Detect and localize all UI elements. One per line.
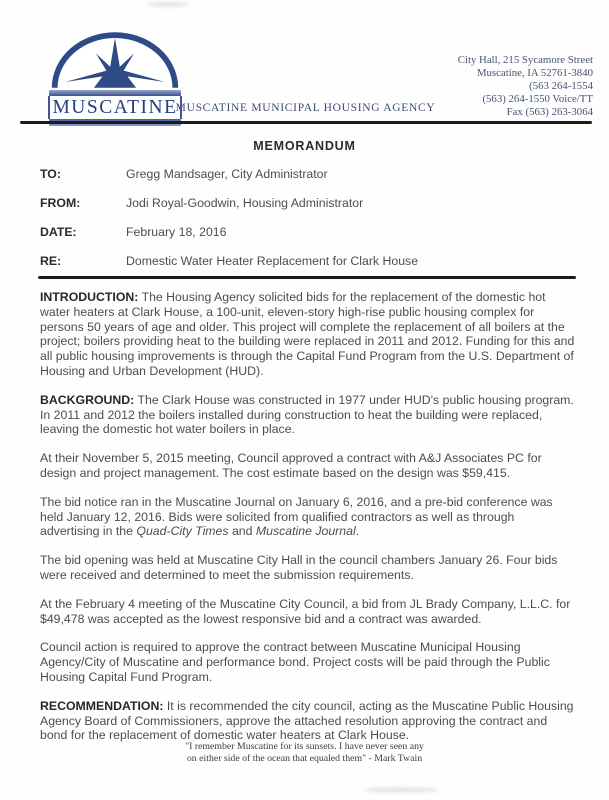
to-value: Gregg Mandsager, City Administrator	[126, 167, 328, 181]
recommendation-label: RECOMMENDATION:	[40, 698, 164, 713]
to-label: TO:	[40, 167, 61, 181]
bid-notice-paragraph	[40, 495, 577, 539]
background-label: BACKGROUND:	[40, 392, 135, 407]
header-divider-rule	[20, 121, 592, 124]
memo-row-to	[40, 167, 580, 181]
introduction-label: INTRODUCTION:	[40, 290, 139, 304]
muscatine-journal-name: Muscatine Journal	[255, 524, 356, 539]
bid-notice-period: .	[355, 524, 360, 539]
footer-quote	[0, 741, 609, 764]
recommendation-text: It is recommended the city council, acting as the Muscatine Public Housing Agency Board of Commissioners, approve the attached resolution approving the contract and bond for the replacement of domestic water heaters at Clark House.	[40, 698, 574, 743]
footer-quote-line-1: "I remember Muscatine for its sunsets. I have never seen any	[185, 741, 424, 752]
date-value: February 18, 2016	[126, 225, 227, 239]
agency-name: MUSCATINE MUNICIPAL HOUSING AGENCY	[175, 102, 436, 114]
introduction-paragraph	[40, 290, 577, 379]
bid-opening-paragraph: The bid opening was held at Muscatine City Hall in the council chambers January 26. Four bids were received and determined to meet the submission requirements.	[40, 553, 558, 582]
background-text: The Clark House was constructed in 1977 under HUD's public housing program. In 2011 and 2012 the boilers installed during construction to heat the building were replaced, leaving the domestic hot water boilers in place.	[40, 392, 574, 437]
memo-row-from	[40, 196, 580, 210]
bid-notice-and: and	[228, 524, 256, 539]
address-line-4: (563) 264-1550 Voice/TT	[482, 93, 593, 105]
address-line-3: (563 264-1554	[529, 80, 593, 92]
footer-quote-line-2: on either side of the ocean that equaled them" - Mark Twain	[186, 752, 423, 764]
address-line-1: City Hall, 215 Sycamore Street	[457, 54, 593, 66]
quad-city-times-name: Quad-City Times	[136, 524, 229, 539]
background-paragraph	[40, 393, 577, 437]
bid-notice-text: The bid notice ran in the Muscatine Journal on January 6, 2016, and a pre-bid conference was held January 12, 2016. Bids were solicited from qualified contractors as well as through advertising in the	[40, 494, 553, 539]
scan-artifact-top	[148, 2, 188, 7]
date-label: DATE:	[40, 225, 77, 239]
scan-artifact-bottom	[365, 787, 437, 793]
logo-wordmark: MUSCATINE	[48, 96, 182, 119]
memo-fields	[40, 167, 580, 283]
memo-row-re	[40, 254, 580, 268]
from-label: FROM:	[40, 196, 81, 210]
address-line-2: Muscatine, IA 52761-3840	[476, 67, 593, 79]
from-value: Jodi Royal-Goodwin, Housing Administrator	[126, 196, 364, 210]
address-line-5: Fax (563) 263-3064	[506, 106, 593, 118]
recommendation-paragraph	[40, 699, 577, 743]
address-block	[373, 54, 593, 119]
memorandum-title: MEMORANDUM	[253, 139, 356, 153]
memo-divider-rule	[38, 276, 576, 279]
memo-row-date	[40, 225, 580, 239]
award-paragraph: At the February 4 meeting of the Muscatine City Council, a bid from JL Brady Company, L.L.C. for $49,478 was accepted as the lowest responsive bid and a contract was awarded.	[40, 596, 571, 626]
introduction-text: The Housing Agency solicited bids for the replacement of the domestic hot water heaters at Clark House, a 100-unit, eleven-story high-rise public housing complex for persons 50 years of age and older. This project will complete the replacement of all boilers at the project; boilers providing heat to the building were replaced in 2011 and 2012. Funding for this and all public housing improvements is through the Capital Fund Program from the U.S. Department of Housing and Urban Development (HUD).	[40, 290, 575, 378]
memo-body	[40, 290, 577, 757]
council-action-paragraph: Council action is required to approve the contract between Muscatine Municipal Housing Agency/City of Muscatine and performance bond. Project costs will be paid through the Public Housing Capital Fund Program.	[40, 640, 550, 684]
re-label: RE:	[40, 254, 62, 268]
contract-paragraph: At their November 5, 2015 meeting, Council approved a contract with A&J Associates PC for design and project management. The cost estimate based on the design was $59,415.	[40, 451, 542, 480]
muscatine-dome-sunburst-icon	[48, 32, 182, 90]
re-value: Domestic Water Heater Replacement for Clark House	[126, 254, 419, 268]
